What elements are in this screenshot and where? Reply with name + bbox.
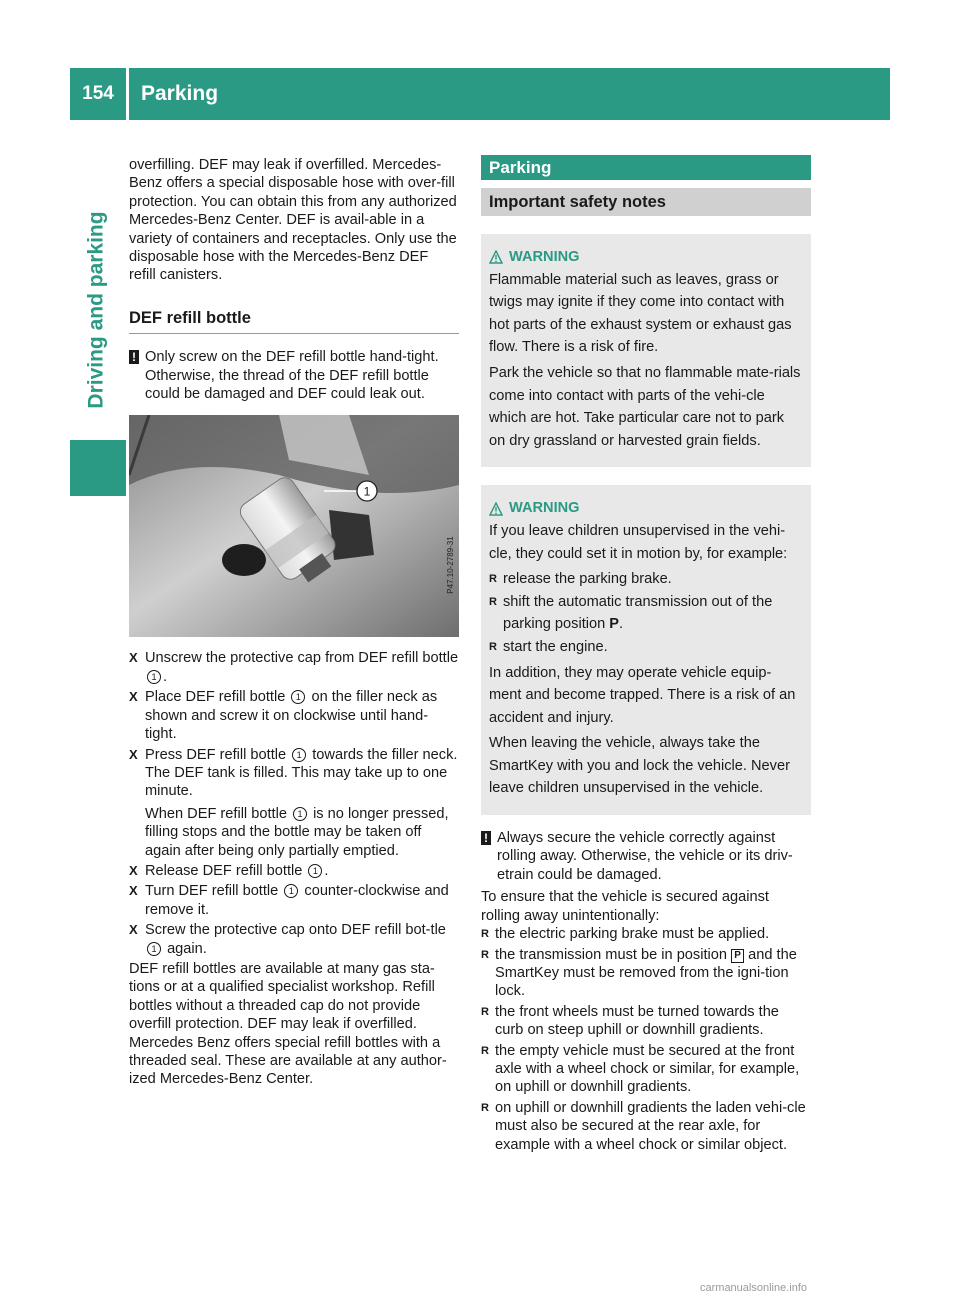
section-heading-def-refill-bottle: DEF refill bottle	[129, 309, 459, 334]
step-text: Unscrew the protective cap from DEF refill bottle	[145, 650, 459, 667]
bullet-icon: R	[489, 573, 497, 586]
fuel-flap	[329, 510, 374, 560]
notice	[129, 348, 459, 403]
warning-box-children	[481, 485, 811, 815]
notice-text: Only screw on the DEF refill bottle hand-tight. Otherwise, the thread of the DEF refill bottle could be damaged and DEF could leak out.	[145, 349, 439, 403]
step-text: Screw the protective cap onto DEF refill bot-tle	[145, 922, 446, 939]
list-item-text: the electric parking brake must be applied.	[495, 926, 770, 943]
side-tab	[82, 190, 112, 430]
subsection-banner-safety-notes: Important safety notes	[481, 188, 811, 216]
intro-paragraph: overfilling. DEF may leak if overfilled. Mercedes-Benz offers a special disposable hose with over-fill protection. You can obtain this from any authorized Mercedes-Benz Center. DEF is avail-able in a variety of containers and receptacles. Only use the disposable hose with the Mercedes-Benz DEF refill canisters.	[129, 157, 457, 284]
side-tab-block	[70, 440, 126, 496]
step-arrow-icon: X	[129, 650, 138, 666]
page-title: Parking	[141, 82, 219, 105]
warning-text: In addition, they may operate vehicle equip-ment and become trapped. There is a risk of an accident and injury.	[489, 664, 796, 726]
warning-title-text: WARNING	[509, 500, 580, 517]
step-text: .	[163, 668, 168, 685]
bullet-icon: R	[481, 1005, 489, 1018]
notice-text: Always secure the vehicle correctly against rolling away. Otherwise, the vehicle or its driv-etrain could be damaged.	[497, 830, 793, 883]
step-item	[129, 882, 459, 919]
step-item	[129, 921, 459, 958]
list-item	[481, 1042, 811, 1097]
list-item	[481, 1003, 811, 1040]
step-item	[129, 649, 459, 686]
warning-box-fire	[481, 234, 811, 467]
step-result-text: is no longer pressed, filling stops and the bottle may be taken off again after being only partially emptied.	[145, 805, 449, 859]
list-item-text: the transmission must be in position	[495, 946, 727, 963]
securing-bullet-list	[481, 925, 811, 1154]
right-column	[481, 155, 811, 1156]
photo-code: P47.10-2789-31	[446, 536, 455, 595]
step-list	[129, 649, 459, 958]
step-text: counter-clockwise and remove it.	[145, 883, 449, 918]
list-item	[489, 636, 803, 659]
reference-number-icon: 1	[291, 690, 305, 704]
list-item-text: and the SmartKey must be removed from the igni-tion lock.	[495, 946, 797, 1000]
warning-text: Park the vehicle so that no flammable mate-rials come into contact with parts of the vehi-cle which are hot. Take particular care not to park on dry grassland or harvested grain fields.	[489, 364, 801, 449]
step-arrow-icon: X	[129, 862, 138, 878]
park-position-symbol: P	[731, 949, 744, 963]
step-text: Press DEF refill bottle	[145, 746, 287, 763]
left-column	[129, 156, 459, 1089]
list-item-text: release the parking brake.	[503, 571, 672, 588]
step-arrow-icon: X	[129, 746, 138, 762]
warning-triangle-icon	[489, 250, 503, 264]
bullet-icon: R	[481, 948, 489, 961]
step-text: again.	[167, 940, 207, 957]
warning-title	[489, 497, 803, 520]
step-item	[129, 688, 459, 743]
lead-paragraph: To ensure that the vehicle is secured against rolling away unintentionally:	[481, 889, 769, 924]
warning-text: If you leave children unsupervised in the vehi-cle, they could set it in motion by, for example:	[489, 522, 788, 562]
section-banner-parking: Parking	[481, 155, 811, 180]
reference-number-icon: 1	[147, 942, 161, 956]
side-tab-label: Driving and parking	[85, 211, 109, 409]
list-item	[481, 1099, 811, 1154]
page-number: 154	[82, 83, 114, 104]
step-item	[129, 746, 459, 860]
bullet-icon: R	[481, 1044, 489, 1057]
step-arrow-icon: X	[129, 883, 138, 899]
warning-bullet-list	[489, 568, 803, 658]
reference-number-icon: 1	[308, 864, 322, 878]
def-refill-photo	[129, 415, 459, 637]
bullet-icon: R	[481, 928, 489, 941]
step-text: Release DEF refill bottle	[145, 862, 303, 879]
warning-title-text: WARNING	[509, 249, 580, 265]
warning-title	[489, 246, 803, 269]
bullet-icon: R	[489, 640, 497, 653]
list-item: R shift the automatic transmission out of the parking position P.	[489, 591, 803, 636]
list-item-text: shift the automatic transmission out of the parking position	[503, 593, 773, 633]
step-text: Place DEF refill bottle	[145, 689, 286, 706]
list-item-text: the empty vehicle must be secured at the front axle with a wheel chock or similar, for example, on uphill or downhill gradients.	[495, 1042, 800, 1096]
warning-text: Flammable material such as leaves, grass or twigs may ignite if they come into contact with hot parts of the exhaust system or exhaust gas flow. There is a risk of fire.	[489, 271, 792, 356]
bullet-icon: R	[489, 595, 497, 608]
step-item	[129, 862, 459, 880]
step-arrow-icon: X	[129, 689, 138, 705]
bullet-icon: R	[481, 1101, 489, 1114]
step-result: The DEF tank is filled. This may take up to one minute.	[145, 764, 448, 800]
list-item	[481, 925, 811, 943]
step-arrow-icon: X	[129, 922, 138, 938]
reference-number-icon: 1	[292, 748, 306, 762]
reference-number-icon: 1	[293, 807, 307, 821]
list-item-text: the front wheels must be turned towards the curb on steep uphill or downhill gradients.	[495, 1003, 779, 1039]
watermark: carmanualsonline.info	[700, 1282, 808, 1294]
exclamation-icon: !	[481, 831, 491, 845]
step-result-text: When DEF refill bottle	[145, 805, 287, 822]
list-item-text: on uphill or downhill gradients the laden vehi-cle must also be secured at the rear axle, for example with a wheel chock or similar object.	[495, 1099, 806, 1153]
header-divider	[126, 68, 129, 120]
exclamation-icon: !	[129, 350, 139, 364]
reference-number-icon: 1	[147, 670, 161, 684]
gear-position-label: P	[609, 616, 620, 633]
notice	[481, 829, 811, 884]
step-text: Turn DEF refill bottle	[145, 883, 279, 900]
list-item	[489, 568, 803, 591]
warning-triangle-icon	[489, 502, 503, 516]
list-item	[481, 946, 811, 1001]
step-text: towards the filler neck.	[312, 746, 458, 763]
step-text: .	[324, 862, 329, 879]
step-result	[145, 805, 459, 860]
reference-number-icon: 1	[284, 884, 298, 898]
filler-neck	[222, 544, 266, 576]
step-text: on the filler neck as shown and screw it on clockwise until hand-tight.	[145, 689, 438, 743]
callout-label: 1	[363, 484, 371, 499]
list-item-text: start the engine.	[503, 638, 608, 655]
warning-text: When leaving the vehicle, always take the SmartKey with you and lock the vehicle. Never leave children unsupervised in the vehicle.	[489, 735, 790, 797]
closing-paragraph: DEF refill bottles are available at many gas sta-tions or at a qualified specialist workshop. Refill bottles without a threaded cap do not provide overfill protection. DEF may leak if overfilled. Mercedes Benz offers special refill bottles with a threaded seal. These are available at any author-ized Mercedes-Benz Center.	[129, 960, 447, 1088]
